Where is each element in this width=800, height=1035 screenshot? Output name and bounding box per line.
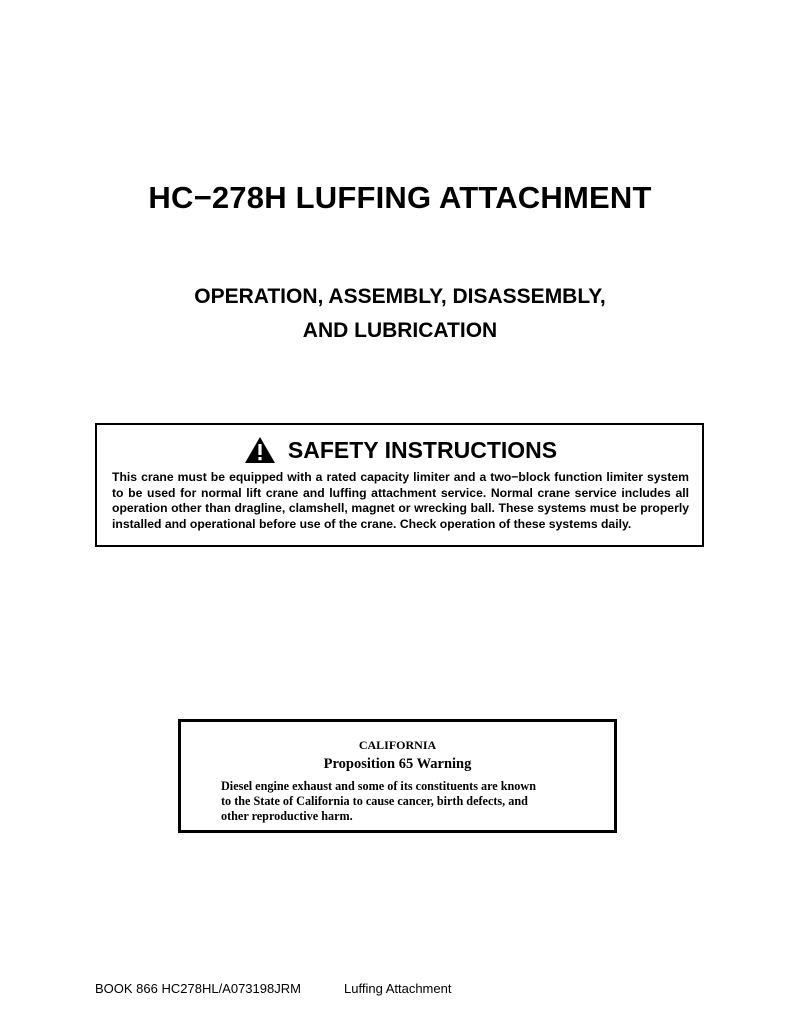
proposition-title: Proposition 65 Warning <box>323 756 472 772</box>
subtitle-line-2: AND LUBRICATION <box>302 319 498 342</box>
proposition-line-2: to the State of California to cause cancer, birth defects, and <box>221 794 528 808</box>
safety-heading <box>112 435 689 465</box>
proposition-text <box>221 779 581 824</box>
safety-text: This crane must be equipped with a rated capacity limiter and a two−block function limiter system to be used for normal lift crane and luffing attachment service. Normal crane service includes all operation other than dragline, clamshell, magnet or wrecking ball. These systems must be properly installed and operational before use of the crane. Check operation of these systems daily. <box>112 470 689 531</box>
footer-book-number: BOOK 866 HC278HL/A073198JRM <box>95 981 301 996</box>
document-title: HC−278H LUFFING ATTACHMENT <box>148 180 652 215</box>
proposition-line-1: Diesel engine exhaust and some of its constituents are known <box>221 779 536 793</box>
proposition-65-box <box>178 719 617 833</box>
footer-section: Luffing Attachment <box>344 981 452 996</box>
subtitle-line-1: OPERATION, ASSEMBLY, DISASSEMBLY, <box>194 285 606 308</box>
proposition-state: CALIFORNIA <box>358 738 437 752</box>
warning-triangle-icon <box>244 436 276 464</box>
safety-title: SAFETY INSTRUCTIONS <box>287 436 558 463</box>
safety-instructions-box <box>95 423 704 547</box>
proposition-line-3: other reproductive harm. <box>221 809 353 823</box>
document-subtitle <box>0 280 800 348</box>
